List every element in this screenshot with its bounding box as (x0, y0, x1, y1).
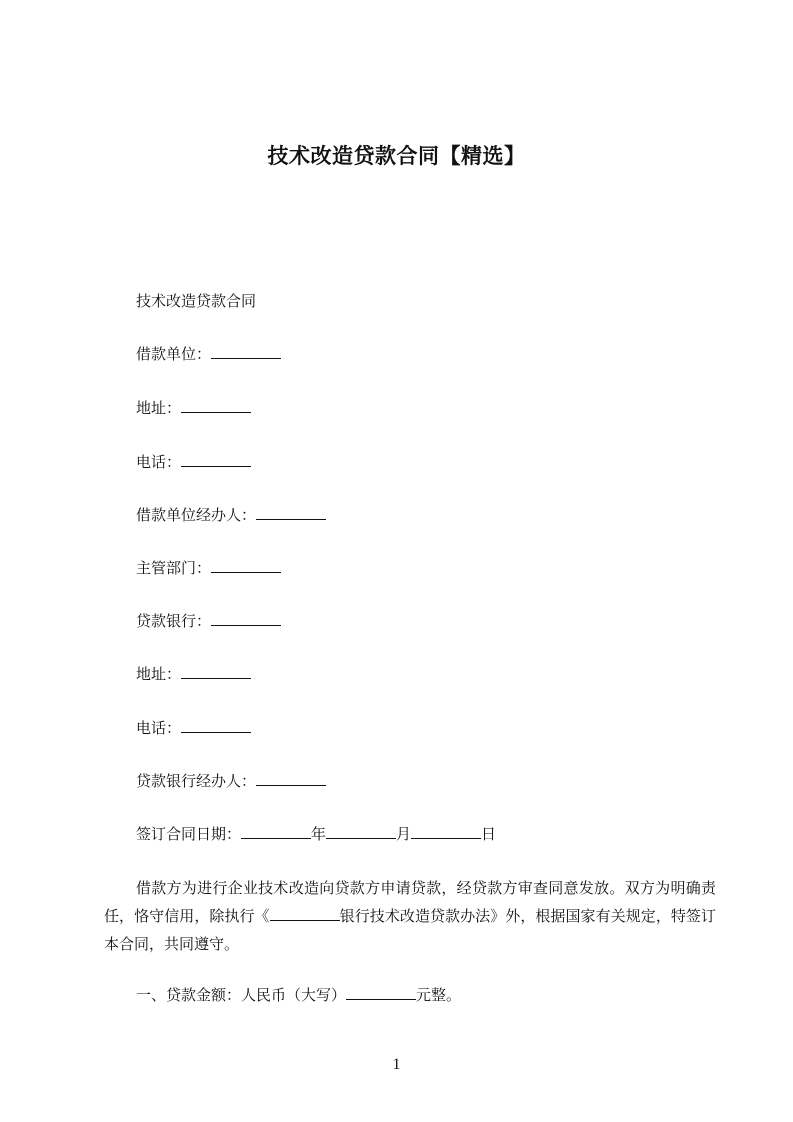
intro-text-part1: 借款方为进行企业技术改造向贷款方申请贷款，经贷款方审查同意发放。双方为明确责任，恪守信用，除执行《 (104, 879, 716, 925)
bank-address-line (136, 664, 251, 684)
borrower-phone-line (136, 452, 251, 472)
contract-name-text: 技术改造贷款合同 (136, 292, 257, 310)
borrower-address-line (136, 398, 251, 418)
bank-phone-line (136, 718, 251, 738)
year-label: 年 (311, 825, 327, 843)
borrower-label: 借款单位： (136, 345, 212, 363)
bank-address-label: 地址： (136, 665, 182, 683)
department-label: 主管部门： (136, 559, 212, 577)
month-blank (326, 824, 396, 839)
borrower-blank (211, 344, 281, 359)
borrower-phone-label: 电话： (136, 453, 182, 471)
lender-bank-line (136, 611, 281, 631)
department-line (136, 558, 281, 578)
sign-date-label: 签订合同日期： (136, 825, 242, 843)
amount-blank (346, 985, 416, 1000)
month-label: 月 (396, 825, 412, 843)
page-number: 1 (392, 1056, 401, 1073)
clause-1-prefix: 一、贷款金额：人民币（大写） (136, 986, 347, 1004)
borrower-address-blank (181, 398, 251, 413)
bank-agent-line (136, 771, 326, 791)
lender-bank-blank (211, 611, 281, 626)
borrower-agent-label: 借款单位经办人： (136, 506, 257, 524)
borrower-agent-line (136, 505, 326, 525)
borrower-phone-blank (181, 452, 251, 467)
clause-1-suffix: 元整。 (416, 986, 462, 1004)
bank-phone-blank (181, 718, 251, 733)
day-blank (411, 824, 481, 839)
sign-date-line (136, 824, 496, 844)
borrower-agent-blank (256, 505, 326, 520)
intro-paragraph (104, 874, 716, 958)
contract-name (136, 291, 256, 311)
bank-agent-label: 贷款银行经办人： (136, 772, 257, 790)
borrower-line (136, 344, 281, 364)
lender-bank-label: 贷款银行： (136, 612, 212, 630)
intro-text-part2: 银行技术改造贷款办法》外，根据国家有关规定，特签订本合同，共同遵守。 (104, 907, 716, 953)
bank-name-blank (270, 906, 340, 921)
day-label: 日 (481, 825, 497, 843)
year-blank (241, 824, 311, 839)
document-title: 技术改造贷款合同【精选】 (267, 144, 526, 168)
bank-agent-blank (256, 771, 326, 786)
borrower-address-label: 地址： (136, 399, 182, 417)
bank-phone-label: 电话： (136, 719, 182, 737)
bank-address-blank (181, 664, 251, 679)
clause-1-line (136, 985, 461, 1005)
department-blank (211, 558, 281, 573)
